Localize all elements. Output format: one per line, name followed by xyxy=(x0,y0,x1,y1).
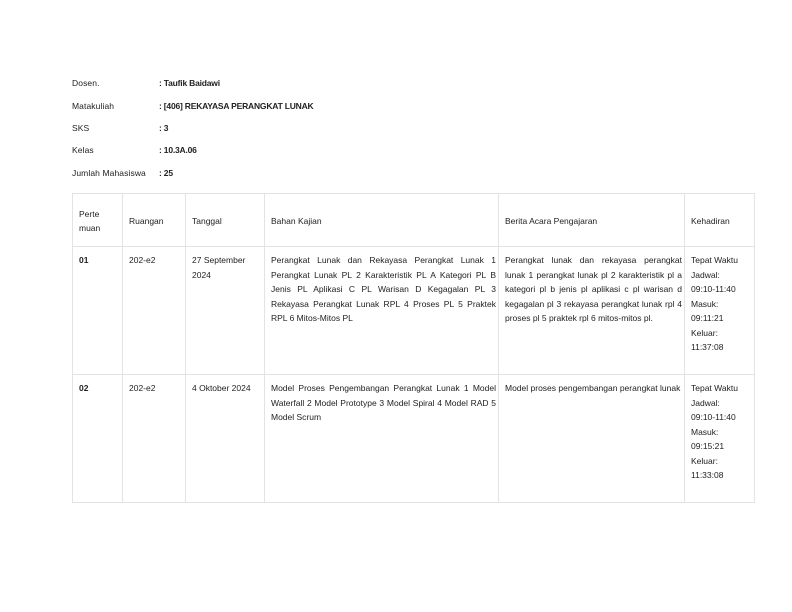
kehadiran-jadwal: 09:10-11:40 xyxy=(691,284,736,294)
cell-ruangan: 202-e2 xyxy=(123,247,186,375)
dosen-row xyxy=(72,72,314,94)
header-pertemuan-line2: muan xyxy=(79,223,101,233)
kehadiran-keluar: 11:33:08 xyxy=(691,470,724,480)
kelas-label: Kelas xyxy=(72,145,94,156)
cell-pertemuan: 02 xyxy=(73,375,123,503)
cell-ruangan: 202-e2 xyxy=(123,375,186,503)
sks-label: SKS xyxy=(72,122,90,133)
table-row xyxy=(73,247,755,375)
kehadiran-keluar-label: Keluar: xyxy=(691,327,718,338)
header-kehadiran: Kehadiran xyxy=(685,194,755,247)
header-pertemuan xyxy=(73,194,123,247)
cell-berita-acara: Model proses pengembangan perangkat lunak xyxy=(499,375,685,503)
kehadiran-masuk-label: Masuk: xyxy=(691,426,719,437)
cell-bahan-kajian: Model Proses Pengembangan Perangkat Lunak 1 Model Waterfall 2 Model Prototype 3 Model Spiral 4 Model RAD 5 Model Scrum xyxy=(265,375,499,503)
course-info xyxy=(72,72,314,184)
cell-kehadiran xyxy=(685,247,755,375)
matakuliah-label: Matakuliah xyxy=(72,100,115,111)
attendance-table xyxy=(72,193,755,503)
kelas-value: : 10.3A.06 xyxy=(159,145,197,156)
dosen-label: Dosen. xyxy=(72,78,100,89)
cell-tanggal: 27 September 2024 xyxy=(186,247,265,375)
kehadiran-keluar-label: Keluar: xyxy=(691,455,718,466)
kehadiran-jadwal: 09:10-11:40 xyxy=(691,412,736,422)
table-row xyxy=(73,375,755,503)
kelas-row xyxy=(72,139,314,161)
table-header-row xyxy=(73,194,755,247)
header-berita-acara: Berita Acara Pengajaran xyxy=(499,194,685,247)
kehadiran-status: Tepat Waktu xyxy=(691,383,738,393)
cell-pertemuan: 01 xyxy=(73,247,123,375)
matakuliah-row xyxy=(72,94,314,116)
kehadiran-status: Tepat Waktu xyxy=(691,255,738,265)
kehadiran-masuk-label: Masuk: xyxy=(691,298,719,309)
kehadiran-jadwal-label: Jadwal: xyxy=(691,397,720,408)
cell-tanggal: 4 Oktober 2024 xyxy=(186,375,265,503)
header-pertemuan-line1: Perte xyxy=(79,208,100,219)
cell-bahan-kajian: Perangkat Lunak dan Rekayasa Perangkat Lunak 1 Perangkat Lunak PL 2 Karakteristik PL A Kategori PL B Jenis PL Aplikasi C PL Warisan D Kegagalan PL 3 Rekayasa Perangkat Lunak RPL 4 Proses PL 5 Praktek RPL 6 Mitos-Mitos PL xyxy=(265,247,499,375)
sks-value: : 3 xyxy=(159,122,169,133)
cell-berita-acara: Perangkat lunak dan rekayasa perangkat lunak 1 perangkat lunak pl 2 karakteristik pl a kategori pl b jenis pl aplikasi c pl warisan d kegagalan pl 3 rekayasa perangkat lunak rpl 4 proses pl 5 praktek rpl 6 mitos-mitos pl. xyxy=(499,247,685,375)
sks-row xyxy=(72,117,314,139)
kehadiran-keluar: 11:37:08 xyxy=(691,342,724,352)
dosen-value: : Taufik Baidawi xyxy=(159,78,220,89)
matakuliah-value: : [406] REKAYASA PERANGKAT LUNAK xyxy=(159,100,314,111)
header-tanggal: Tanggal xyxy=(186,194,265,247)
jumlah-label: Jumlah Mahasiswa xyxy=(72,167,146,178)
jumlah-value: : 25 xyxy=(159,167,173,178)
kehadiran-jadwal-label: Jadwal: xyxy=(691,269,720,280)
header-ruangan: Ruangan xyxy=(123,194,186,247)
cell-kehadiran xyxy=(685,375,755,503)
kehadiran-masuk: 09:11:21 xyxy=(691,313,724,323)
jumlah-row xyxy=(72,162,314,184)
header-bahan-kajian: Bahan Kajian xyxy=(265,194,499,247)
kehadiran-masuk: 09:15:21 xyxy=(691,441,725,451)
